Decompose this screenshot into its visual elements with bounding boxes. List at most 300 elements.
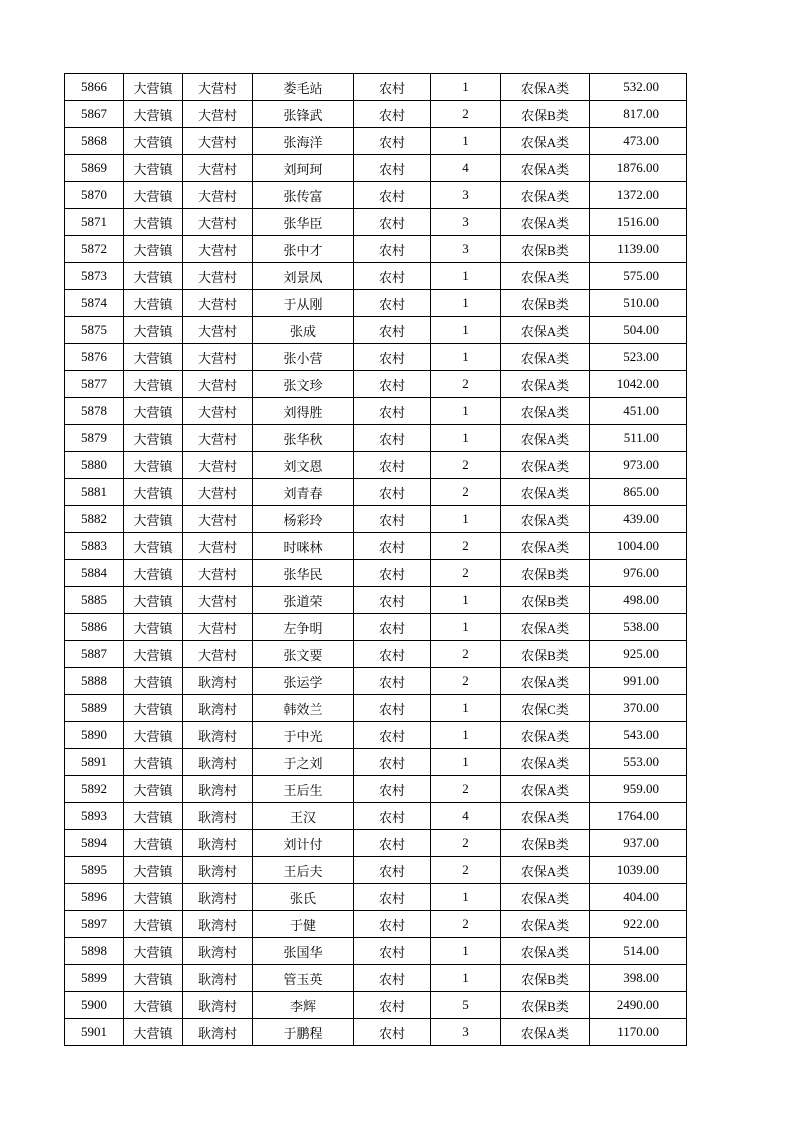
table-cell-count: 2 [431, 371, 501, 398]
table-cell-count: 1 [431, 74, 501, 101]
table-row [65, 290, 687, 317]
table-cell-village: 大营村 [183, 506, 253, 533]
table-cell-village: 耿湾村 [183, 803, 253, 830]
table-cell-id: 5898 [65, 938, 124, 965]
table-row [65, 884, 687, 911]
table-cell-name: 王后夫 [253, 857, 354, 884]
table-cell-count: 1 [431, 722, 501, 749]
table-cell-id: 5868 [65, 128, 124, 155]
table-cell-name: 张成 [253, 317, 354, 344]
table-cell-village: 大营村 [183, 371, 253, 398]
table-cell-count: 2 [431, 533, 501, 560]
table-cell-id: 5892 [65, 776, 124, 803]
table-cell-type: 农村 [354, 1019, 431, 1046]
table-row [65, 506, 687, 533]
table-cell-amount: 514.00 [590, 938, 687, 965]
table-cell-town: 大营镇 [124, 317, 183, 344]
table-cell-count: 4 [431, 155, 501, 182]
table-cell-category: 农保B类 [501, 830, 590, 857]
table-cell-category: 农保A类 [501, 155, 590, 182]
table-cell-count: 2 [431, 911, 501, 938]
table-cell-type: 农村 [354, 938, 431, 965]
table-cell-count: 5 [431, 992, 501, 1019]
table-cell-town: 大营镇 [124, 155, 183, 182]
table-row [65, 857, 687, 884]
table-cell-name: 刘计付 [253, 830, 354, 857]
table-cell-type: 农村 [354, 479, 431, 506]
table-cell-type: 农村 [354, 74, 431, 101]
table-cell-amount: 1372.00 [590, 182, 687, 209]
table-cell-type: 农村 [354, 587, 431, 614]
table-row [65, 965, 687, 992]
table-cell-town: 大营镇 [124, 911, 183, 938]
table-cell-category: 农保A类 [501, 371, 590, 398]
table-cell-village: 大营村 [183, 290, 253, 317]
table-cell-id: 5901 [65, 1019, 124, 1046]
table-cell-town: 大营镇 [124, 236, 183, 263]
table-cell-id: 5876 [65, 344, 124, 371]
table-cell-type: 农村 [354, 101, 431, 128]
table-cell-amount: 973.00 [590, 452, 687, 479]
table-cell-village: 耿湾村 [183, 830, 253, 857]
table-cell-amount: 817.00 [590, 101, 687, 128]
table-cell-amount: 937.00 [590, 830, 687, 857]
table-cell-type: 农村 [354, 776, 431, 803]
table-cell-id: 5894 [65, 830, 124, 857]
table-cell-town: 大营镇 [124, 371, 183, 398]
table-cell-town: 大营镇 [124, 290, 183, 317]
table-row [65, 398, 687, 425]
table-cell-village: 耿湾村 [183, 695, 253, 722]
table-cell-amount: 925.00 [590, 641, 687, 668]
table-cell-category: 农保B类 [501, 965, 590, 992]
table-cell-id: 5880 [65, 452, 124, 479]
table-cell-amount: 1876.00 [590, 155, 687, 182]
table-cell-village: 大营村 [183, 317, 253, 344]
table-cell-village: 大营村 [183, 236, 253, 263]
table-cell-category: 农保B类 [501, 587, 590, 614]
table-cell-town: 大营镇 [124, 128, 183, 155]
table-cell-id: 5879 [65, 425, 124, 452]
table-cell-name: 韩效兰 [253, 695, 354, 722]
table-cell-town: 大营镇 [124, 668, 183, 695]
table-cell-town: 大营镇 [124, 452, 183, 479]
table-cell-town: 大营镇 [124, 641, 183, 668]
table-cell-amount: 511.00 [590, 425, 687, 452]
table-cell-town: 大营镇 [124, 722, 183, 749]
table-cell-category: 农保B类 [501, 641, 590, 668]
table-cell-count: 1 [431, 290, 501, 317]
table-cell-id: 5866 [65, 74, 124, 101]
table-cell-amount: 523.00 [590, 344, 687, 371]
table-cell-id: 5890 [65, 722, 124, 749]
table-row [65, 317, 687, 344]
table-cell-category: 农保B类 [501, 101, 590, 128]
table-cell-count: 1 [431, 425, 501, 452]
table-cell-type: 农村 [354, 722, 431, 749]
table-cell-id: 5886 [65, 614, 124, 641]
table-cell-category: 农保A类 [501, 533, 590, 560]
table-cell-amount: 439.00 [590, 506, 687, 533]
table-cell-amount: 498.00 [590, 587, 687, 614]
table-row [65, 128, 687, 155]
table-cell-count: 1 [431, 749, 501, 776]
table-cell-type: 农村 [354, 398, 431, 425]
table-cell-type: 农村 [354, 749, 431, 776]
table-cell-count: 4 [431, 803, 501, 830]
table-cell-amount: 370.00 [590, 695, 687, 722]
table-cell-category: 农保A类 [501, 74, 590, 101]
table-cell-name: 张文珍 [253, 371, 354, 398]
table-cell-village: 大营村 [183, 587, 253, 614]
table-cell-village: 大营村 [183, 533, 253, 560]
table-row [65, 1019, 687, 1046]
table-cell-id: 5887 [65, 641, 124, 668]
table-cell-count: 1 [431, 398, 501, 425]
table-cell-category: 农保C类 [501, 695, 590, 722]
table-cell-town: 大营镇 [124, 749, 183, 776]
subsidy-table [64, 73, 687, 1046]
table-cell-name: 管玉英 [253, 965, 354, 992]
table-cell-category: 农保A类 [501, 128, 590, 155]
table-row [65, 344, 687, 371]
table-cell-count: 3 [431, 209, 501, 236]
table-cell-type: 农村 [354, 371, 431, 398]
table-cell-count: 1 [431, 317, 501, 344]
table-row [65, 479, 687, 506]
table-cell-amount: 543.00 [590, 722, 687, 749]
table-cell-village: 耿湾村 [183, 776, 253, 803]
table-cell-village: 大营村 [183, 182, 253, 209]
table-cell-name: 杨彩玲 [253, 506, 354, 533]
table-cell-amount: 1764.00 [590, 803, 687, 830]
table-cell-category: 农保A类 [501, 317, 590, 344]
table-cell-town: 大营镇 [124, 938, 183, 965]
table-cell-category: 农保A类 [501, 668, 590, 695]
table-cell-id: 5867 [65, 101, 124, 128]
table-row [65, 101, 687, 128]
table-cell-amount: 473.00 [590, 128, 687, 155]
table-cell-name: 张锋武 [253, 101, 354, 128]
table-cell-count: 1 [431, 128, 501, 155]
table-cell-name: 张国华 [253, 938, 354, 965]
table-cell-count: 2 [431, 101, 501, 128]
table-cell-name: 张道荣 [253, 587, 354, 614]
table-cell-count: 2 [431, 668, 501, 695]
table-cell-category: 农保B类 [501, 236, 590, 263]
table-cell-count: 1 [431, 884, 501, 911]
table-row [65, 803, 687, 830]
table-cell-village: 大营村 [183, 101, 253, 128]
table-cell-count: 1 [431, 263, 501, 290]
table-cell-amount: 2490.00 [590, 992, 687, 1019]
table-cell-id: 5891 [65, 749, 124, 776]
table-cell-id: 5873 [65, 263, 124, 290]
table-cell-name: 刘文恩 [253, 452, 354, 479]
table-row [65, 560, 687, 587]
table-cell-count: 3 [431, 182, 501, 209]
table-cell-type: 农村 [354, 992, 431, 1019]
table-row [65, 938, 687, 965]
table-cell-id: 5893 [65, 803, 124, 830]
table-cell-name: 刘珂珂 [253, 155, 354, 182]
table-cell-town: 大营镇 [124, 857, 183, 884]
table-row [65, 452, 687, 479]
table-cell-category: 农保A类 [501, 182, 590, 209]
table-cell-town: 大营镇 [124, 614, 183, 641]
table-cell-town: 大营镇 [124, 830, 183, 857]
table-cell-town: 大营镇 [124, 884, 183, 911]
table-cell-name: 王汉 [253, 803, 354, 830]
table-cell-village: 大营村 [183, 398, 253, 425]
table-cell-type: 农村 [354, 884, 431, 911]
table-cell-town: 大营镇 [124, 533, 183, 560]
table-cell-count: 1 [431, 965, 501, 992]
table-cell-village: 耿湾村 [183, 668, 253, 695]
table-cell-name: 张华秋 [253, 425, 354, 452]
table-cell-category: 农保A类 [501, 938, 590, 965]
table-row [65, 614, 687, 641]
table-cell-name: 张中才 [253, 236, 354, 263]
table-cell-type: 农村 [354, 911, 431, 938]
table-cell-village: 大营村 [183, 479, 253, 506]
table-cell-category: 农保A类 [501, 398, 590, 425]
table-cell-id: 5878 [65, 398, 124, 425]
table-cell-name: 时咪林 [253, 533, 354, 560]
table-cell-village: 大营村 [183, 128, 253, 155]
table-cell-town: 大营镇 [124, 209, 183, 236]
table-cell-amount: 1042.00 [590, 371, 687, 398]
table-cell-id: 5875 [65, 317, 124, 344]
table-cell-id: 5885 [65, 587, 124, 614]
table-cell-id: 5899 [65, 965, 124, 992]
table-cell-id: 5881 [65, 479, 124, 506]
table-cell-name: 张海洋 [253, 128, 354, 155]
table-cell-town: 大营镇 [124, 398, 183, 425]
table-cell-town: 大营镇 [124, 803, 183, 830]
table-cell-amount: 959.00 [590, 776, 687, 803]
table-cell-category: 农保A类 [501, 479, 590, 506]
table-cell-village: 耿湾村 [183, 965, 253, 992]
table-cell-town: 大营镇 [124, 74, 183, 101]
table-cell-village: 耿湾村 [183, 722, 253, 749]
table-cell-type: 农村 [354, 857, 431, 884]
table-cell-town: 大营镇 [124, 506, 183, 533]
table-cell-village: 大营村 [183, 155, 253, 182]
table-cell-type: 农村 [354, 425, 431, 452]
table-cell-amount: 451.00 [590, 398, 687, 425]
table-cell-name: 娄毛站 [253, 74, 354, 101]
table-cell-village: 大营村 [183, 344, 253, 371]
table-cell-name: 张华臣 [253, 209, 354, 236]
table-cell-count: 3 [431, 1019, 501, 1046]
table-cell-category: 农保A类 [501, 506, 590, 533]
table-row [65, 722, 687, 749]
table-cell-type: 农村 [354, 506, 431, 533]
table-cell-town: 大营镇 [124, 992, 183, 1019]
table-cell-type: 农村 [354, 641, 431, 668]
table-cell-village: 大营村 [183, 641, 253, 668]
table-row [65, 776, 687, 803]
table-cell-type: 农村 [354, 236, 431, 263]
table-cell-category: 农保A类 [501, 1019, 590, 1046]
table-cell-town: 大营镇 [124, 587, 183, 614]
table-row [65, 155, 687, 182]
table-row [65, 695, 687, 722]
table-cell-count: 1 [431, 587, 501, 614]
table-cell-id: 5871 [65, 209, 124, 236]
table-cell-name: 刘景凤 [253, 263, 354, 290]
table-cell-name: 刘得胜 [253, 398, 354, 425]
table-cell-type: 农村 [354, 209, 431, 236]
table-cell-amount: 1139.00 [590, 236, 687, 263]
table-cell-count: 1 [431, 344, 501, 371]
table-cell-name: 李辉 [253, 992, 354, 1019]
table-cell-type: 农村 [354, 965, 431, 992]
table-cell-village: 大营村 [183, 425, 253, 452]
table-cell-amount: 1004.00 [590, 533, 687, 560]
table-row [65, 236, 687, 263]
table-cell-amount: 398.00 [590, 965, 687, 992]
table-cell-type: 农村 [354, 263, 431, 290]
table-cell-amount: 404.00 [590, 884, 687, 911]
table-cell-name: 张文要 [253, 641, 354, 668]
table-cell-count: 2 [431, 857, 501, 884]
table-cell-id: 5884 [65, 560, 124, 587]
table-cell-amount: 1039.00 [590, 857, 687, 884]
table-cell-name: 张华民 [253, 560, 354, 587]
table-cell-count: 1 [431, 938, 501, 965]
table-cell-village: 大营村 [183, 614, 253, 641]
table-cell-count: 3 [431, 236, 501, 263]
table-cell-type: 农村 [354, 830, 431, 857]
table-cell-category: 农保A类 [501, 722, 590, 749]
table-cell-type: 农村 [354, 803, 431, 830]
table-cell-town: 大营镇 [124, 263, 183, 290]
table-cell-town: 大营镇 [124, 776, 183, 803]
table-cell-category: 农保B类 [501, 992, 590, 1019]
table-row [65, 668, 687, 695]
table-cell-town: 大营镇 [124, 965, 183, 992]
table-cell-type: 农村 [354, 290, 431, 317]
table-cell-category: 农保A类 [501, 803, 590, 830]
table-cell-amount: 1516.00 [590, 209, 687, 236]
table-cell-amount: 575.00 [590, 263, 687, 290]
table-cell-count: 2 [431, 479, 501, 506]
table-cell-village: 大营村 [183, 209, 253, 236]
table-cell-town: 大营镇 [124, 101, 183, 128]
table-cell-village: 大营村 [183, 263, 253, 290]
table-cell-category: 农保A类 [501, 911, 590, 938]
table-cell-amount: 538.00 [590, 614, 687, 641]
table-row [65, 182, 687, 209]
table-row [65, 749, 687, 776]
table-cell-amount: 922.00 [590, 911, 687, 938]
table-cell-village: 耿湾村 [183, 938, 253, 965]
table-row [65, 641, 687, 668]
table-cell-name: 于之刘 [253, 749, 354, 776]
table-cell-id: 5882 [65, 506, 124, 533]
table-cell-id: 5883 [65, 533, 124, 560]
table-cell-name: 于从刚 [253, 290, 354, 317]
table-cell-count: 2 [431, 830, 501, 857]
table-cell-count: 1 [431, 506, 501, 533]
table-cell-id: 5888 [65, 668, 124, 695]
table-cell-id: 5895 [65, 857, 124, 884]
table-cell-town: 大营镇 [124, 1019, 183, 1046]
table-cell-name: 于鹏程 [253, 1019, 354, 1046]
table-cell-id: 5872 [65, 236, 124, 263]
table-cell-category: 农保A类 [501, 209, 590, 236]
table-cell-type: 农村 [354, 695, 431, 722]
table-cell-id: 5874 [65, 290, 124, 317]
table-cell-id: 5897 [65, 911, 124, 938]
table-cell-type: 农村 [354, 452, 431, 479]
table-cell-category: 农保B类 [501, 560, 590, 587]
table-cell-id: 5896 [65, 884, 124, 911]
table-row [65, 263, 687, 290]
table-cell-town: 大营镇 [124, 560, 183, 587]
table-cell-type: 农村 [354, 614, 431, 641]
table-cell-village: 大营村 [183, 452, 253, 479]
table-cell-count: 2 [431, 560, 501, 587]
table-cell-type: 农村 [354, 668, 431, 695]
table-cell-category: 农保A类 [501, 884, 590, 911]
table-row [65, 425, 687, 452]
table-cell-amount: 976.00 [590, 560, 687, 587]
table-cell-name: 张氏 [253, 884, 354, 911]
table-cell-type: 农村 [354, 560, 431, 587]
table-cell-name: 张运学 [253, 668, 354, 695]
table-row [65, 587, 687, 614]
table-row [65, 911, 687, 938]
table-cell-town: 大营镇 [124, 344, 183, 371]
table-cell-count: 2 [431, 776, 501, 803]
table-cell-village: 大营村 [183, 74, 253, 101]
table-cell-village: 耿湾村 [183, 992, 253, 1019]
table-cell-village: 耿湾村 [183, 749, 253, 776]
table-cell-id: 5870 [65, 182, 124, 209]
table-cell-name: 刘青春 [253, 479, 354, 506]
table-cell-id: 5900 [65, 992, 124, 1019]
table-cell-town: 大营镇 [124, 425, 183, 452]
table-cell-id: 5877 [65, 371, 124, 398]
table-cell-name: 左争明 [253, 614, 354, 641]
table-cell-count: 1 [431, 695, 501, 722]
table-cell-id: 5889 [65, 695, 124, 722]
table-cell-town: 大营镇 [124, 479, 183, 506]
table-cell-name: 于中光 [253, 722, 354, 749]
table-cell-amount: 1170.00 [590, 1019, 687, 1046]
table-cell-category: 农保A类 [501, 857, 590, 884]
table-cell-type: 农村 [354, 317, 431, 344]
table-cell-town: 大营镇 [124, 695, 183, 722]
table-cell-category: 农保A类 [501, 452, 590, 479]
table-body [65, 74, 687, 1046]
table-cell-count: 1 [431, 614, 501, 641]
table-cell-type: 农村 [354, 533, 431, 560]
table-cell-name: 王后生 [253, 776, 354, 803]
table-cell-name: 于健 [253, 911, 354, 938]
table-cell-amount: 504.00 [590, 317, 687, 344]
table-cell-category: 农保A类 [501, 749, 590, 776]
table-row [65, 74, 687, 101]
table-cell-type: 农村 [354, 128, 431, 155]
table-cell-name: 张传富 [253, 182, 354, 209]
table-cell-count: 2 [431, 641, 501, 668]
table-cell-name: 张小营 [253, 344, 354, 371]
table-row [65, 209, 687, 236]
